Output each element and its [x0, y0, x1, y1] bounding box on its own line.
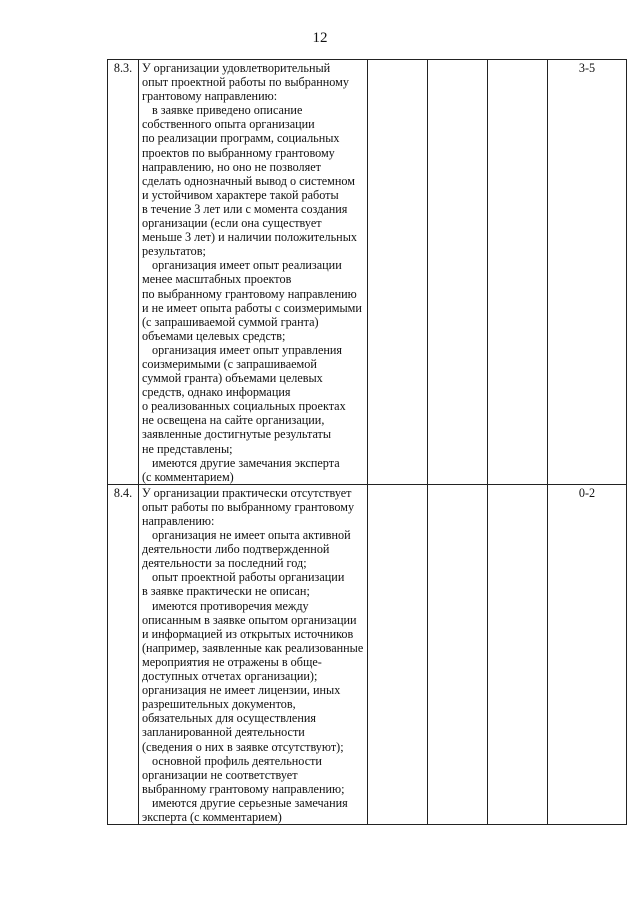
- description-line: и устойчивом характере такой работы: [142, 187, 339, 202]
- description-line: по выбранному грантовому направлению: [142, 286, 357, 301]
- description-line: У организации практически отсутствует: [142, 485, 352, 500]
- description-line: (например, заявленные как реализованные: [142, 640, 364, 655]
- description-line: имеются другие замечания эксперта: [152, 455, 340, 470]
- description-line: деятельности либо подтвержденной: [142, 542, 330, 557]
- description-line: организация имеет опыт управления: [152, 342, 343, 357]
- description-line: организация не имеет лицензии, иных: [142, 683, 341, 698]
- description-line: У организации удовлетворительный: [142, 61, 331, 75]
- description-line: грантовому направлению:: [142, 89, 278, 104]
- description-line: меньше 3 лет) и наличии положительных: [142, 230, 357, 245]
- description-line: суммой гранта) объемами целевых: [142, 371, 323, 386]
- description-line: средств, однако информация: [142, 385, 291, 400]
- description-line: не освещена на сайте организации,: [142, 413, 325, 428]
- description-line: опыт проектной работы по выбранному: [142, 75, 349, 90]
- description-line: в заявке приведено описание: [152, 103, 303, 118]
- description-line: объемами целевых средств;: [142, 328, 286, 343]
- description-line: в заявке практически не описан;: [142, 584, 310, 599]
- description-line: запланированной деятельности: [142, 725, 305, 740]
- description-line: организации (если она существует: [142, 216, 322, 231]
- table-row: [108, 484, 627, 824]
- description-line: организация не имеет опыта активной: [152, 528, 351, 543]
- description-line: и информацией из открытых источников: [142, 626, 354, 641]
- description-line: (сведения о них в заявке отсутствуют);: [142, 739, 344, 754]
- description-line: не представлены;: [142, 441, 233, 456]
- row-number: 8.4.: [108, 484, 139, 824]
- description-line: в течение 3 лет или с момента создания: [142, 201, 348, 216]
- description-line: соизмеримыми (с запрашиваемой: [142, 356, 317, 371]
- description-line: доступных отчетах организации);: [142, 669, 318, 684]
- description-line: основной профиль деятельности: [152, 753, 322, 768]
- description-line: обязательных для осуществления: [142, 711, 316, 726]
- description-line: о реализованных социальных проектах: [142, 399, 346, 414]
- description-line: результатов;: [142, 244, 206, 259]
- description-line: опыт работы по выбранному грантовому: [142, 499, 355, 514]
- description-line: выбранному грантовому направлению;: [142, 781, 345, 796]
- description-line: описанным в заявке опытом организации: [142, 612, 357, 627]
- score-range: 0-2: [548, 484, 627, 824]
- description-line: по реализации программ, социальных: [142, 131, 340, 146]
- description-line: собственного опыта организации: [142, 117, 315, 132]
- row-number: 8.3.: [108, 60, 139, 485]
- description-line: организация имеет опыт реализации: [152, 258, 342, 273]
- description-line: деятельности за последний год;: [142, 556, 307, 571]
- score-range: 3-5: [548, 60, 627, 485]
- criteria-table: [107, 59, 627, 825]
- empty-cell: [368, 60, 428, 485]
- page-number: 12: [312, 30, 328, 46]
- description-line: направлению:: [142, 514, 215, 528]
- description-line: имеются противоречия между: [152, 598, 309, 613]
- description-line: мероприятия не отражены в обще-: [142, 654, 322, 669]
- table-row: [108, 60, 627, 485]
- description-line: заявленные достигнутые результаты: [142, 427, 332, 442]
- description-line: сделать однозначный вывод о системном: [142, 173, 355, 188]
- description-line: проектов по выбранному грантовому: [142, 145, 335, 160]
- description-line: разрешительных документов,: [142, 697, 296, 712]
- description-line: направлению, но оно не позволяет: [142, 159, 321, 174]
- criterion-description: [139, 484, 368, 824]
- description-line: опыт проектной работы организации: [152, 570, 345, 585]
- description-line: эксперта (с комментарием): [142, 809, 282, 824]
- empty-cell: [428, 484, 488, 824]
- empty-cell: [428, 60, 488, 485]
- description-line: (с запрашиваемой суммой гранта): [142, 314, 319, 329]
- description-line: имеются другие серьезные замечания: [152, 795, 348, 810]
- description-line: и не имеет опыта работы с соизмеримыми: [142, 300, 362, 315]
- description-line: менее масштабных проектов: [142, 272, 292, 287]
- description-line: (с комментарием): [142, 469, 234, 484]
- empty-cell: [488, 60, 548, 485]
- empty-cell: [488, 484, 548, 824]
- empty-cell: [368, 484, 428, 824]
- description-line: организации не соответствует: [142, 767, 298, 782]
- criterion-description: [139, 60, 368, 485]
